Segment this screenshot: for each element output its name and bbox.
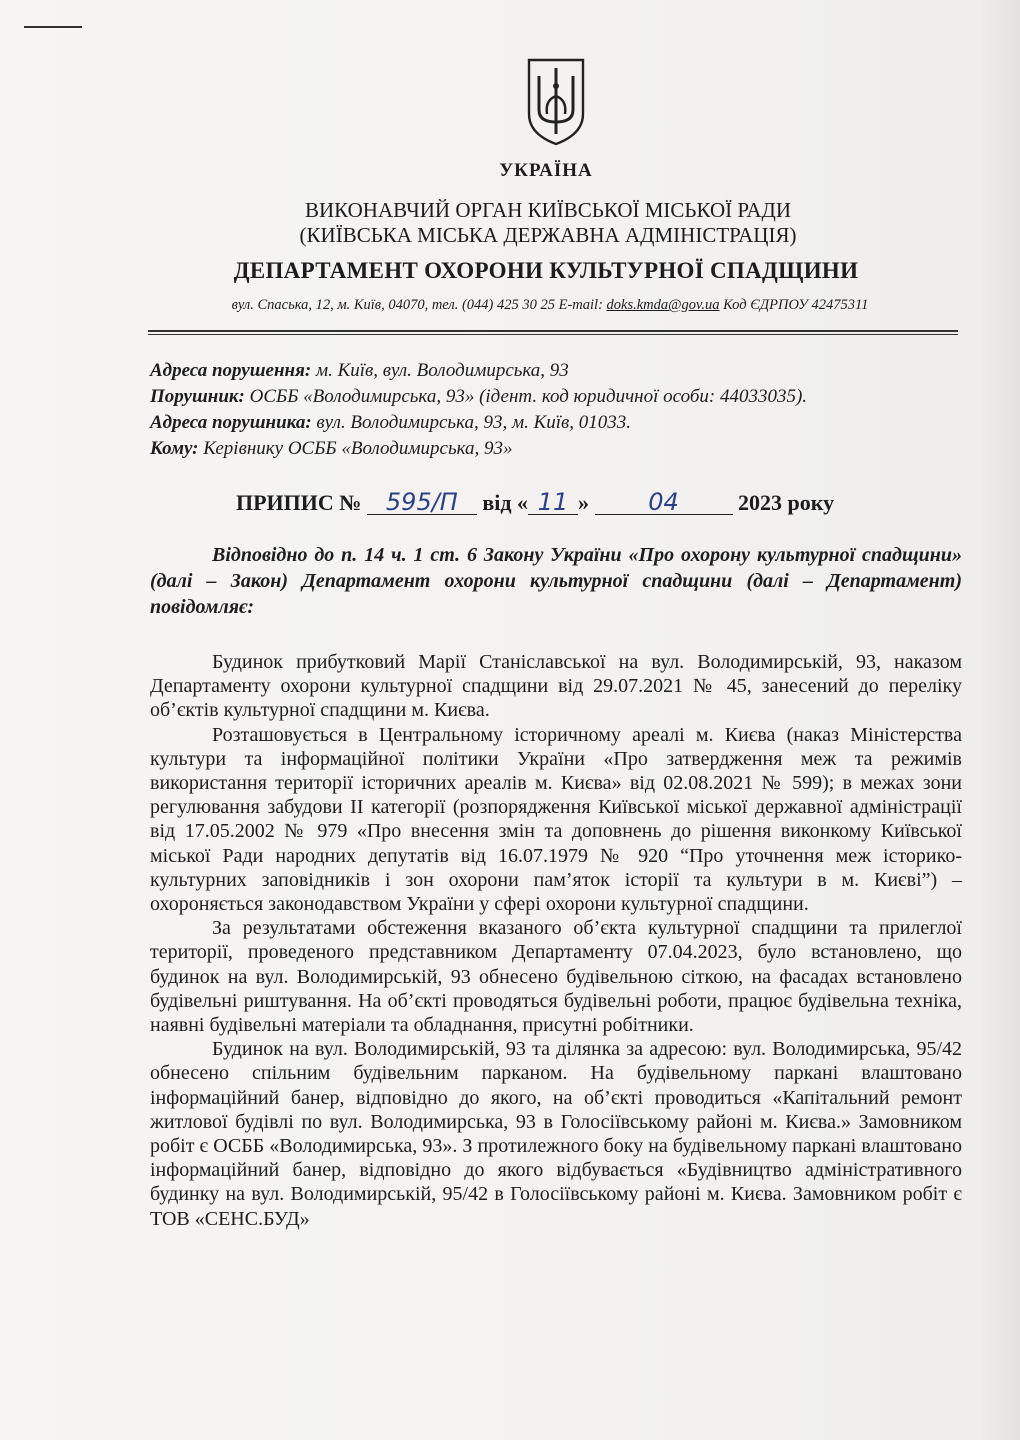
department-title: ДЕПАРТАМЕНТ ОХОРОНИ КУЛЬТУРНОЇ СПАДЩИНИ	[233, 258, 859, 283]
violator	[150, 386, 807, 408]
paragraph: За результатами обстеження вказаного об’єкта культурної спадщини та прилеглої території, проведеного представником Департаменту 07.04.2023, було встановлено, що будинок на вул. Володимирській, 93 обнесено будівельною сіткою, на фасадах встановлено будівельні риштування. На об’єкті проводяться будівельні роботи, працює будівельна техніка, наявні будівельні матеріали та обладнання, присутні робітники.	[150, 917, 962, 1037]
order-close-quote: »	[578, 490, 595, 515]
document-body	[150, 650, 962, 1231]
contacts-prefix: вул. Спаська, 12, м. Київ, 04070, тел. (044) 425 30 25 E-mail:	[231, 297, 607, 313]
violator-value: ОСББ «Володимирська, 93» (ідент. код юридичної особи: 44033035).	[244, 386, 808, 407]
org-line-2: (КИЇВСЬКА МІСЬКА ДЕРЖАВНА АДМІНІСТРАЦІЯ)	[299, 223, 797, 247]
order-from: від «	[476, 490, 529, 515]
order-month-handwritten: 04	[595, 490, 733, 515]
order-day-handwritten: 11	[528, 490, 578, 515]
violation-address-value: м. Київ, вул. Володимирська, 93	[311, 360, 569, 381]
country-title: УКРАЇНА	[499, 160, 593, 181]
violation-address-label: Адреса порушення:	[150, 360, 312, 381]
violation-address	[150, 360, 569, 382]
corner-mark	[24, 26, 82, 28]
intro-paragraph: Відповідно до п. 14 ч. 1 ст. 6 Закону України «Про охорону культурної спадщини» (далі – Закон) Департамент охорони культурної спадщини (далі – Департамент) повідомляє:	[150, 544, 962, 618]
paragraph: Будинок на вул. Володимирській, 93 та ділянка за адресою: вул. Володимирська, 95/42 обнесено спільним будівельним парканом. На будівельному паркані влаштовано інформаційний банер, відповідно до якого, на об’єкті проводиться «Капітальний ремонт житлової будівлі по вул. Володимирська, 93 в Голосіївському районі м. Києва.» Замовником робіт є ОСББ «Володимирська, 93». З протилежного боку на будівельному паркані влаштовано інформаційний банер, відповідно до якого відбувається «Будівництво адміністративного будинку на вул. Володимирській, 95/42 в Голосіївському районі м. Києва. Замовником робіт є ТОВ «СЕНС.БУД»	[150, 1038, 962, 1230]
recipient	[150, 438, 513, 460]
violator-label: Порушник:	[150, 386, 245, 407]
violator-address	[150, 412, 631, 434]
paragraph: Будинок прибутковий Марії Станіславської на вул. Володимирській, 93, наказом Департаменту охорони культурної спадщини від 29.07.2021 № 45, занесений до переліку об’єктів культурної спадщини м. Києва.	[150, 651, 962, 722]
contacts-line	[150, 297, 950, 314]
violator-address-label: Адреса порушника:	[150, 412, 312, 433]
order-year: 2023 року	[732, 490, 835, 515]
order-title-line	[236, 490, 834, 516]
violator-address-value: вул. Володимирська, 93, м. Київ, 01033.	[311, 412, 632, 433]
recipient-label: Кому:	[150, 438, 199, 459]
trident-coat-of-arms-icon	[525, 56, 587, 148]
email-link[interactable]: doks.kmda@gov.ua	[606, 297, 720, 313]
org-line-1: ВИКОНАВЧИЙ ОРГАН КИЇВСЬКОЇ МІСЬКОЇ РАДИ	[304, 198, 792, 222]
order-number-handwritten: 595/П	[367, 490, 477, 515]
header-rule	[148, 330, 958, 332]
page-edge-shadow	[980, 0, 1020, 1440]
recipient-value: Керівнику ОСББ «Володимирська, 93»	[198, 438, 513, 459]
paragraph: Розташовується в Центральному історичному ареалі м. Києва (наказ Міністерства культури та інформаційної політики України «Про затвердження меж та режимів використання території історичних ареалів м. Києва» від 02.08.2021 № 599); в межах зони регулювання забудови II категорії (розпорядження Київської міської державної адміністрації від 17.05.2002 № 979 «Про внесення змін та доповнень до рішення виконкому Київської міської Ради народних депутатів від 16.07.1979 № 920 “Про уточнення меж історико-культурних заповідників і зон охорони пам’яток історії та культури в м. Києві”) – охороняється законодавством України у сфері охорони культурної спадщини.	[150, 723, 962, 916]
order-title: ПРИПИС №	[236, 490, 367, 515]
contacts-suffix: Код ЄДРПОУ 42475311	[719, 297, 869, 313]
header-rule-thin	[148, 334, 958, 335]
